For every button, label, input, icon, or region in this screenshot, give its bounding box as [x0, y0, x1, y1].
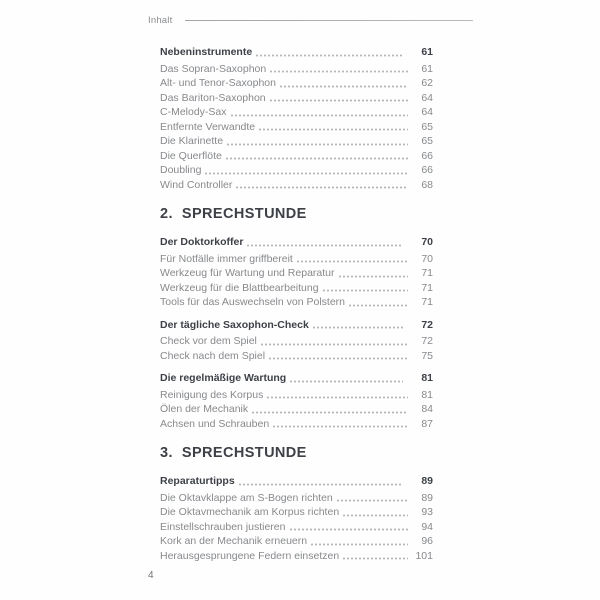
toc-group-title — [160, 371, 433, 386]
section-heading — [160, 445, 433, 461]
toc-entry-page: 62 — [421, 77, 433, 89]
toc-entry-page: 81 — [421, 388, 433, 401]
toc-entry — [160, 281, 433, 296]
toc-entry-page: 61 — [421, 46, 433, 58]
toc-entry — [160, 120, 433, 135]
toc-group — [160, 371, 433, 431]
dot-leader — [343, 514, 408, 517]
toc-entry-label: Kork an der Mechanik erneuern — [160, 535, 308, 547]
toc-entry — [160, 349, 433, 364]
toc-entry-page: 66 — [421, 164, 433, 176]
toc-entry — [160, 402, 433, 417]
toc-entry — [160, 388, 433, 403]
toc-entry-page: 64 — [421, 91, 433, 104]
toc-entry — [160, 76, 433, 91]
dot-leader — [226, 157, 408, 160]
section-heading — [160, 206, 433, 222]
dot-leader — [297, 260, 408, 263]
toc-entry-label: Werkzeug für Wartung und Reparatur — [160, 267, 335, 279]
toc-entry — [160, 91, 433, 106]
toc-entry-label: Entfernte Verwandte — [160, 120, 256, 133]
toc-group — [160, 45, 433, 192]
toc-entry-page: 61 — [421, 62, 433, 75]
toc-entry-page: 65 — [421, 135, 433, 147]
toc-entry-label: Herausgesprungene Federn einsetzen — [160, 549, 340, 562]
toc-entry-label: Einstellschrauben justieren — [160, 520, 286, 533]
toc-entry — [160, 295, 433, 310]
header-rule — [185, 20, 473, 21]
toc-entry-label: Ölen der Mechanik — [160, 403, 249, 415]
toc-entry-label: Die Oktavmechanik am Korpus richten — [160, 506, 340, 518]
toc-entry-label: Check vor dem Spiel — [160, 335, 257, 347]
toc-group — [160, 235, 433, 310]
toc-entry-page: 71 — [421, 296, 433, 308]
toc-entry-label: Reinigung des Korpus — [160, 388, 264, 401]
toc-entry-page: 89 — [421, 491, 433, 504]
dot-leader — [313, 326, 403, 329]
dot-leader — [269, 357, 408, 360]
toc-entry-page: 81 — [421, 372, 433, 384]
section-heading-number: 2. — [160, 206, 173, 222]
toc-entry-label: Die Oktavklappe am S-Bogen richten — [160, 491, 333, 504]
dot-leader — [239, 483, 403, 486]
dot-leader — [256, 54, 403, 57]
toc-entry — [160, 534, 433, 549]
toc-entry-label: Werkzeug für die Blattbearbeitung — [160, 281, 319, 294]
running-header — [148, 15, 473, 26]
table-of-contents — [160, 45, 433, 571]
dot-leader — [270, 99, 408, 102]
toc-entry — [160, 178, 433, 193]
dot-leader — [247, 244, 403, 247]
toc-entry-label: C-Melody-Sax — [160, 106, 227, 118]
toc-entry-page: 71 — [421, 281, 433, 294]
toc-entry-label: Nebeninstrumente — [160, 46, 253, 58]
toc-entry — [160, 549, 433, 564]
toc-entry-label: Das Sopran-Saxophon — [160, 62, 267, 75]
toc-group-title — [160, 474, 433, 489]
dot-leader — [323, 289, 408, 292]
section-heading-title: SPRECHSTUNDE — [181, 445, 307, 461]
dot-leader — [205, 172, 408, 175]
toc-group-title — [160, 45, 433, 60]
toc-group — [160, 474, 433, 563]
dot-leader — [349, 304, 408, 307]
toc-entry — [160, 252, 433, 267]
toc-entry-label: Die Klarinette — [160, 135, 224, 147]
toc-entry-page: 71 — [421, 267, 433, 279]
toc-entry-label: Tools für das Auswechseln von Polstern — [160, 296, 346, 308]
toc-entry-label: Wind Controller — [160, 178, 233, 191]
toc-entry-page: 94 — [421, 520, 433, 533]
dot-leader — [290, 528, 409, 531]
dot-leader — [339, 275, 408, 278]
toc-entry-label: Reparaturtipps — [160, 475, 235, 487]
dot-leader — [236, 186, 408, 189]
section-heading-number: 3. — [160, 445, 173, 461]
toc-entry-label: Alt- und Tenor-Saxophon — [160, 77, 276, 89]
toc-group-title — [160, 318, 433, 333]
toc-entry-label: Der Doktorkoffer — [160, 236, 244, 248]
toc-entry-page: 72 — [421, 335, 433, 347]
toc-entry-page: 75 — [421, 349, 433, 362]
toc-entry-page: 65 — [421, 120, 433, 133]
toc-entry-page: 70 — [421, 252, 433, 265]
toc-entry — [160, 62, 433, 77]
toc-entry-label: Check nach dem Spiel — [160, 349, 266, 362]
dot-leader — [252, 411, 408, 414]
dot-leader — [231, 114, 408, 117]
toc-entry-label: Die regelmäßige Wartung — [160, 372, 287, 384]
toc-entry — [160, 520, 433, 535]
toc-entry-label: Das Bariton-Saxophon — [160, 91, 266, 104]
toc-entry-label: Achsen und Schrauben — [160, 417, 270, 430]
toc-entry-page: 87 — [421, 417, 433, 430]
toc-group — [160, 318, 433, 364]
dot-leader — [290, 380, 403, 383]
toc-group-title — [160, 235, 433, 250]
dot-leader — [261, 343, 408, 346]
dot-leader — [280, 85, 408, 88]
dot-leader — [227, 143, 408, 146]
toc-entry — [160, 417, 433, 432]
toc-entry-label: Doubling — [160, 164, 202, 176]
toc-entry — [160, 334, 433, 349]
toc-entry-page: 96 — [421, 535, 433, 547]
toc-entry-page: 93 — [421, 506, 433, 518]
dot-leader — [267, 396, 408, 399]
toc-entry-page: 68 — [421, 178, 433, 191]
running-header-label: Inhalt — [148, 15, 173, 26]
dot-leader — [259, 128, 408, 131]
toc-entry — [160, 491, 433, 506]
toc-entry — [160, 163, 433, 178]
toc-entry-page: 72 — [421, 318, 433, 331]
toc-entry-label: Der tägliche Saxophon-Check — [160, 318, 309, 331]
toc-entry — [160, 149, 433, 164]
dot-leader — [270, 70, 408, 73]
toc-entry — [160, 105, 433, 120]
toc-entry-page: 84 — [421, 403, 433, 415]
toc-entry-page: 89 — [421, 475, 433, 487]
dot-leader — [273, 425, 408, 428]
toc-entry — [160, 134, 433, 149]
toc-entry-page: 66 — [421, 149, 433, 162]
toc-entry-label: Für Notfälle immer griffbereit — [160, 252, 293, 265]
section-heading-title: SPRECHSTUNDE — [181, 206, 307, 222]
dot-leader — [343, 557, 408, 560]
toc-entry-page: 64 — [421, 106, 433, 118]
toc-entry-label: Die Querflöte — [160, 149, 222, 162]
dot-leader — [311, 543, 408, 546]
toc-entry-page: 70 — [421, 236, 433, 248]
toc-entry — [160, 505, 433, 520]
toc-entry — [160, 266, 433, 281]
toc-entry-page: 101 — [415, 549, 433, 562]
dot-leader — [337, 499, 408, 502]
page-number: 4 — [148, 570, 154, 581]
